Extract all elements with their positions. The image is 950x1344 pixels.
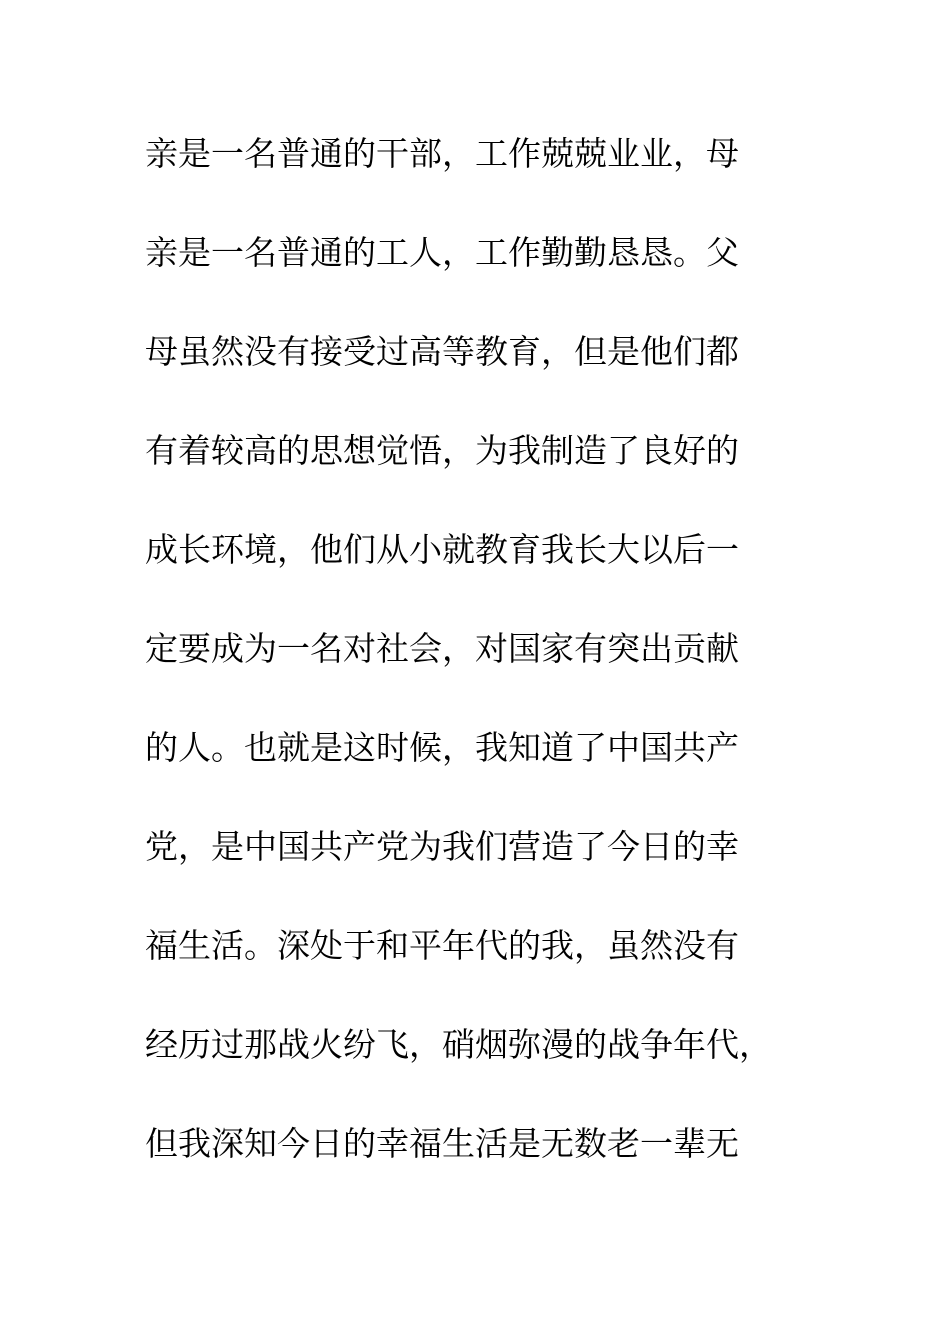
text-line: 的人。也就是这时候，我知道了中国共产 [145, 728, 739, 767]
text-line: 有着较高的思想觉悟，为我制造了良好的 [145, 431, 739, 470]
text-line: 亲是一名普通的工人，工作勤勤恳恳。父 [145, 233, 739, 272]
text-line: 亲是一名普通的干部，工作兢兢业业，母 [145, 134, 739, 173]
text-line: 但我深知今日的幸福生活是无数老一辈无 [145, 1124, 739, 1163]
text-line: 经历过那战火纷飞，硝烟弥漫的战争年代， [145, 1025, 772, 1064]
text-line: 母虽然没有接受过高等教育，但是他们都 [145, 332, 739, 371]
text-line: 成长环境，他们从小就教育我长大以后一 [145, 530, 739, 569]
body-text [145, 127, 845, 1216]
text-line: 定要成为一名对社会，对国家有突出贡献 [145, 629, 739, 668]
text-line: 福生活。深处于和平年代的我，虽然没有 [145, 926, 739, 965]
text-line: 党，是中国共产党为我们营造了今日的幸 [145, 827, 739, 866]
